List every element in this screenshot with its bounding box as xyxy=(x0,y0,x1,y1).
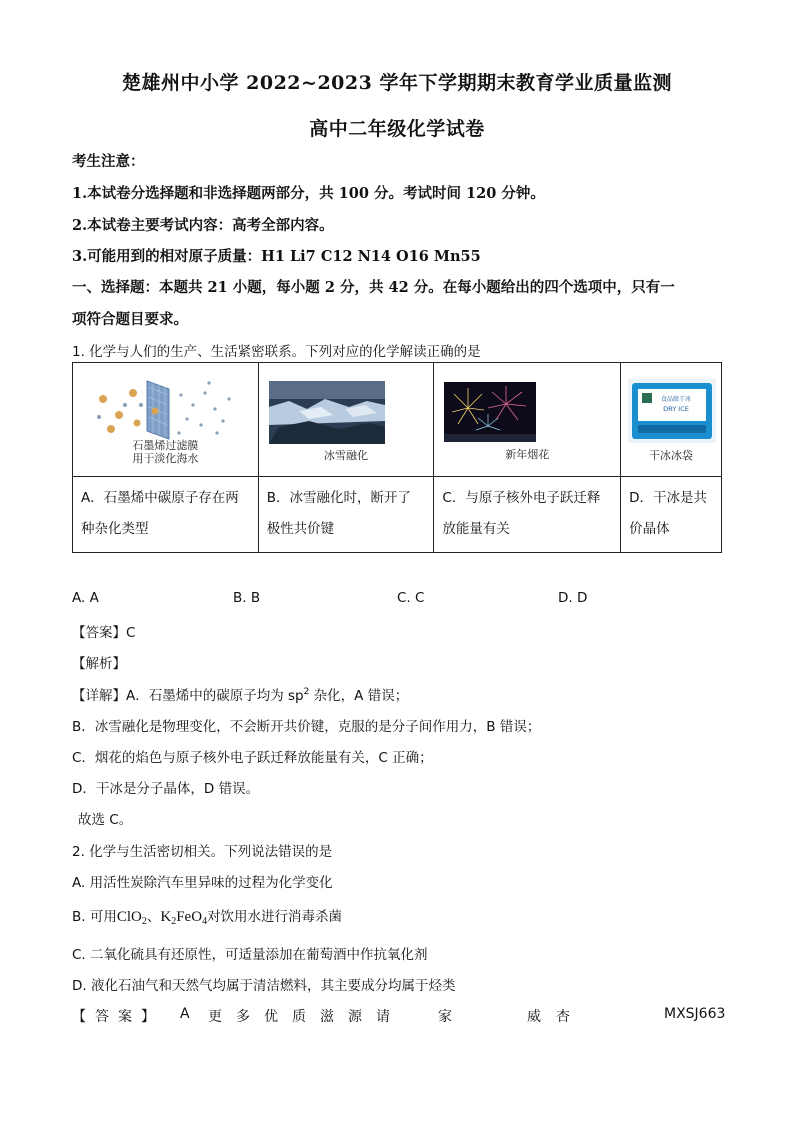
section-1-instruction: 一、选择题：本题共 21 小题，每小题 2 分，共 42 分。在每小题给出的四个选项中，只有一 xyxy=(72,279,675,296)
figure-cell-ice xyxy=(258,363,434,477)
q1-choice-c[interactable]: C. C xyxy=(397,590,425,606)
dry-ice-bag-label: 食品级干冰 xyxy=(661,396,692,403)
q1-conclusion: 故选 C。 xyxy=(78,812,133,828)
q1-answer: 【答案】C xyxy=(72,625,136,641)
q2-option-b-pre: B. 可用 xyxy=(72,909,117,925)
caption-dry-ice: 干冰冰袋 xyxy=(649,449,694,462)
q1-analysis-heading: 【解析】 xyxy=(72,656,126,672)
q2-option-d[interactable]: D. 液化石油气和天然气均属于清洁燃料，其主要成分均属于烃类 xyxy=(72,978,456,994)
q2-answer-char: 多 xyxy=(236,1009,250,1025)
caption-ice: 冰雪融化 xyxy=(324,449,369,462)
q2-formula-k-sub: 2 xyxy=(171,916,177,927)
q2-formula-feo-sub: 4 xyxy=(202,916,208,927)
q2-answer-char: 源 xyxy=(348,1009,362,1025)
fireworks-image xyxy=(444,382,536,442)
question-2-stem: 2. 化学与生活密切相关。下列说法错误的是 xyxy=(72,844,333,860)
q2-formula-clo2 xyxy=(117,909,147,925)
q2-answer-char: 质 xyxy=(292,1009,306,1025)
q2-answer-char: 案 xyxy=(118,1009,132,1025)
q1-detail-a-sup: 2 xyxy=(303,687,310,697)
q2-answer-char: A xyxy=(180,1006,190,1022)
caption-graphene-line2: 用于淡化海水 xyxy=(132,452,199,465)
q2-answer-char: 请 xyxy=(376,1009,390,1025)
q2-answer-char: 答 xyxy=(95,1009,109,1025)
q1-detail-b: B．冰雪融化是物理变化，不会断开共价键，克服的是分子间作用力，B 错误； xyxy=(72,719,541,735)
q2-answer-char: 【 xyxy=(72,1009,86,1025)
q1-option-a-line2: 种杂化类型 xyxy=(81,521,149,537)
q2-answer-char: 】 xyxy=(141,1009,155,1025)
q2-option-b[interactable] xyxy=(72,905,722,927)
q2-formula-clo2-sub: 2 xyxy=(141,916,147,927)
figure-cell-graphene xyxy=(73,363,259,477)
q1-choice-a[interactable]: A. A xyxy=(72,590,99,606)
exam-title: 楚雄州中小学 2022~2023 学年下学期期末教育学业质量监测 xyxy=(122,72,672,94)
q1-option-d-line1: D．干冰是共 xyxy=(629,490,707,506)
q2-answer-char: 威 xyxy=(527,1009,541,1025)
q1-option-c-cell xyxy=(434,477,621,553)
watermark-code: MXSJ663 xyxy=(664,1006,726,1022)
section-1-instruction-cont: 项符合题目要求。 xyxy=(72,311,188,328)
caption-graphene-line1: 石墨烯过滤膜 xyxy=(132,439,199,452)
graphene-membrane-image xyxy=(89,375,239,443)
q1-option-d-cell xyxy=(621,477,722,553)
q1-option-b-cell xyxy=(258,477,434,553)
q1-option-c-line1: C．与原子核外电子跃迁释 xyxy=(442,490,601,506)
q1-option-b-line2: 极性共价键 xyxy=(266,521,335,537)
q1-option-c-line2: 放能量有关 xyxy=(442,521,510,537)
q2-formula-clo2-base: ClO xyxy=(116,909,142,925)
dry-ice-bag-image xyxy=(628,379,716,443)
figure-cell-dry-ice xyxy=(621,363,722,477)
q1-detail-a xyxy=(72,684,722,704)
q2-formula-k2feo4 xyxy=(160,909,207,925)
figure-cell-fireworks xyxy=(434,363,621,477)
notice-item-2: 2.本试卷主要考试内容：高考全部内容。 xyxy=(72,217,334,234)
q1-choice-d[interactable]: D. D xyxy=(558,590,588,606)
q1-option-b-line1: B．冰雪融化时，断开了 xyxy=(266,490,411,506)
question-1-stem: 1. 化学与人们的生产、生活紧密联系。下列对应的化学解读正确的是 xyxy=(72,344,481,360)
q1-detail-a-post: 杂化，A 错误； xyxy=(309,688,409,704)
q2-formula-feo: FeO xyxy=(176,909,203,925)
exam-subtitle: 高中二年级化学试卷 xyxy=(309,118,485,140)
q2-answer-char: 更 xyxy=(208,1009,222,1025)
q1-detail-c: C．烟花的焰色与原子核外电子跃迁释放能量有关，C 正确； xyxy=(72,750,433,766)
q2-formula-k: K xyxy=(160,909,172,925)
q1-choice-b[interactable]: B. B xyxy=(233,590,261,606)
q2-option-c[interactable]: C. 二氧化硫具有还原性，可适量添加在葡萄酒中作抗氧化剂 xyxy=(72,947,428,963)
q1-option-d-line2: 价晶体 xyxy=(629,521,670,537)
question-1-table xyxy=(72,362,722,553)
notice-item-3: 3.可能用到的相对原子质量：H1 Li7 C12 N14 O16 Mn55 xyxy=(72,248,481,265)
q2-answer-char: 优 xyxy=(264,1009,278,1025)
q1-option-a-cell xyxy=(73,477,259,553)
q2-answer-char: 杏 xyxy=(556,1009,570,1025)
q1-detail-a-pre: 【详解】A．石墨烯中的碳原子均为 sp xyxy=(72,688,304,704)
dry-ice-bag-brand: DRY ICE xyxy=(663,405,689,413)
q2-answer-char: 滋 xyxy=(320,1009,334,1025)
caption-fireworks: 新年烟花 xyxy=(505,448,550,461)
q1-option-a-line1: A．石墨烯中碳原子存在两 xyxy=(81,490,239,506)
q2-option-a[interactable]: A. 用活性炭除汽车里异味的过程为化学变化 xyxy=(72,875,333,891)
q2-answer-char: 家 xyxy=(438,1009,452,1025)
notice-item-1: 1.本试卷分选择题和非选择题两部分，共 100 分。考试时间 120 分钟。 xyxy=(72,185,545,202)
q2-option-b-sep: 、 xyxy=(146,909,161,925)
q1-detail-d: D．干冰是分子晶体，D 错误。 xyxy=(72,781,260,797)
melting-ice-image xyxy=(269,381,385,444)
q2-option-b-post: 对饮用水进行消毒杀菌 xyxy=(207,909,343,925)
notice-heading: 考生注意： xyxy=(72,153,145,170)
